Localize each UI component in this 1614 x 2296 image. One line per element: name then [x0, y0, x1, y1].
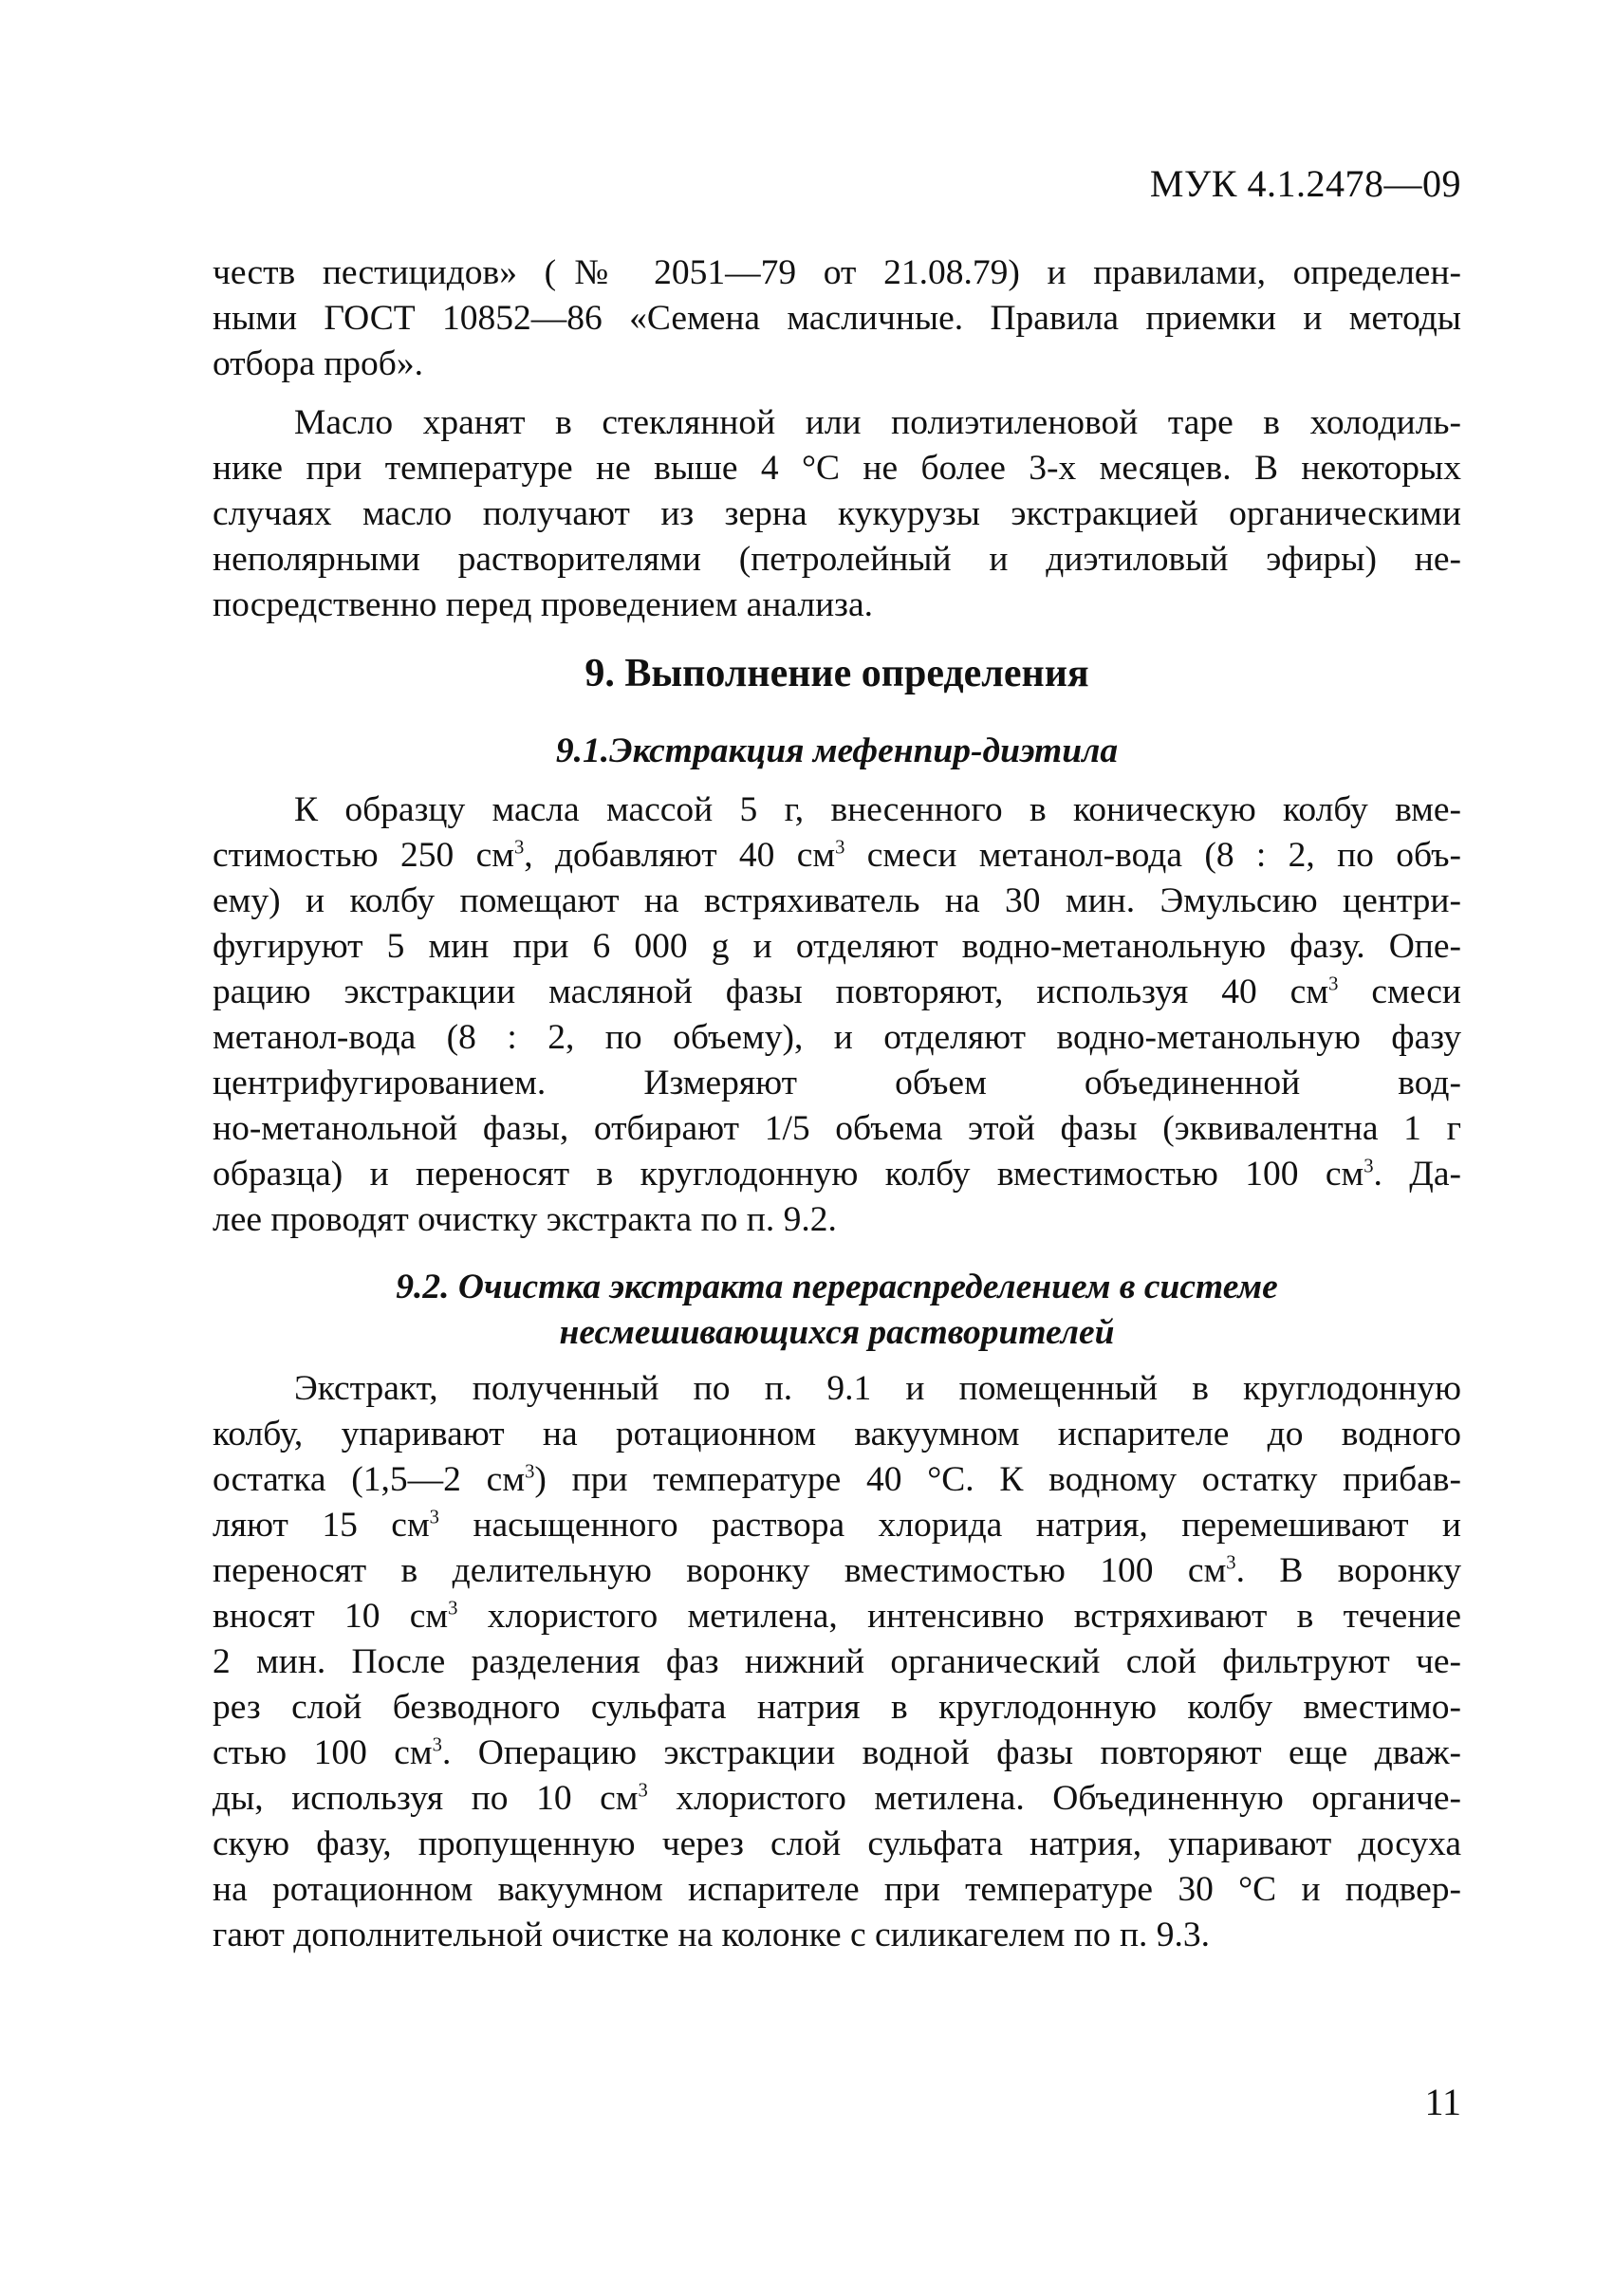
superscript: 3 — [1226, 1552, 1236, 1574]
superscript: 3 — [432, 1734, 442, 1756]
text-segment: смеси — [1338, 972, 1462, 1011]
text-line — [213, 1731, 1461, 1776]
text-segment: метанол-вода (8 : 2, по объему), и отделяют водно-метанольную фазу — [213, 1018, 1461, 1057]
superscript: 3 — [835, 837, 845, 859]
text-segment: . В воронку — [1235, 1551, 1461, 1590]
text-segment: переносят в делительную воронку вместимостью 100 см — [213, 1551, 1227, 1590]
text-line — [213, 1685, 1461, 1731]
running-header: МУК 4.1.2478—09 — [1149, 162, 1461, 205]
text-segment: ды, используя по 10 см — [213, 1779, 639, 1818]
text-segment: хлористого метилена, интенсивно встряхивают в течение — [457, 1597, 1461, 1636]
text-segment: остатка (1,5—2 см — [213, 1460, 526, 1499]
text-segment: Экстракт, полученный по п. 9.1 и помещенный в круглодонную — [294, 1369, 1461, 1408]
section-heading: 9. Выполнение определения — [584, 652, 1089, 695]
text-segment: ему) и колбу помещают на встряхиватель на 30 мин. Эмульсию центри- — [213, 881, 1461, 920]
text-line: неполярными растворителями (петролейный и диэтиловый эфиры) не- — [213, 540, 1461, 579]
superscript: 3 — [429, 1507, 439, 1528]
section-9-heading-block — [213, 645, 1461, 702]
superscript: 3 — [1328, 973, 1339, 995]
text-line — [213, 1412, 1461, 1457]
text-segment: рацию экстракции масляной фазы повторяют, используя 40 см — [213, 972, 1329, 1011]
text-line — [213, 787, 1461, 833]
text-line — [213, 1822, 1461, 1867]
superscript: 3 — [638, 1780, 648, 1802]
text-line: отбора проб». — [213, 344, 424, 383]
text-segment: ляют 15 см — [213, 1506, 430, 1545]
superscript: 3 — [525, 1461, 535, 1483]
text-line — [213, 1015, 1461, 1061]
text-line: нике при температуре не выше 4 °С не более 3-х месяцев. В некоторых — [213, 449, 1461, 488]
text-segment: хлористого метилена. Объединенную органиче- — [647, 1779, 1461, 1818]
subsection-heading: несмешивающихся растворителей — [559, 1313, 1115, 1352]
extraction-paragraph — [213, 787, 1461, 1243]
page-number: 11 — [1424, 2081, 1461, 2123]
text-segment: образца) и переносят в круглодонную колбу вместимостью 100 см — [213, 1155, 1364, 1194]
text-segment: стью 100 см — [213, 1733, 433, 1772]
text-line — [213, 1197, 1461, 1243]
text-line: честв пестицидов» (№ 2051—79 от 21.08.79) и правилами, определен- — [213, 253, 1461, 292]
subsection-heading: 9.1.Экстракция мефенпир-диэтила — [555, 731, 1119, 770]
superscript: 3 — [448, 1598, 458, 1620]
text-line — [213, 1366, 1461, 1412]
text-line — [213, 833, 1461, 879]
subsection-heading: 9.2. Очистка экстракта перераспределением в системе — [396, 1268, 1278, 1306]
text-segment: 2 мин. После разделения фаз нижний органический слой фильтруют че- — [213, 1642, 1461, 1681]
text-segment: лее проводят очистку экстракта по п. 9.2. — [213, 1200, 837, 1239]
text-segment: К образцу масла массой 5 г, внесенного в коническую колбу вме- — [294, 790, 1461, 829]
text-segment: ) при температуре 40 °С. К водному остатку прибав- — [534, 1460, 1461, 1499]
text-line — [213, 1503, 1461, 1548]
text-line — [213, 1639, 1461, 1685]
text-line — [213, 1594, 1461, 1639]
text-segment: стимостью 250 см — [213, 836, 514, 875]
text-line — [213, 1106, 1461, 1152]
text-line — [213, 1548, 1461, 1594]
text-line — [213, 924, 1461, 970]
subsection-9-2-heading-block — [213, 1265, 1461, 1356]
text-segment: рез слой безводного сульфата натрия в круглодонную колбу вместимо- — [213, 1688, 1461, 1727]
text-line — [213, 1913, 1461, 1958]
text-segment: колбу, упаривают на ротационном вакуумном испарителе до водного — [213, 1415, 1461, 1454]
storage-paragraph — [213, 400, 1461, 628]
text-line — [213, 1457, 1461, 1503]
text-segment: . Да- — [1373, 1155, 1461, 1194]
text-line — [213, 970, 1461, 1015]
text-segment: смеси метанол-вода (8 : 2, по объ- — [844, 836, 1462, 875]
text-segment: центрифугированием. Измеряют объем объединенной вод- — [213, 1064, 1461, 1102]
text-line — [213, 1867, 1461, 1913]
subsection-9-1-heading-block — [213, 729, 1461, 774]
text-line — [213, 879, 1461, 924]
text-line: Масло хранят в стеклянной или полиэтиленовой таре в холодиль- — [294, 403, 1461, 442]
text-segment: . Операцию экстракции водной фазы повторяют еще дваж- — [441, 1733, 1461, 1772]
text-line: случаях масло получают из зерна кукурузы экстракцией органическими — [213, 494, 1461, 533]
text-line: ными ГОСТ 10852—86 «Семена масличные. Правила приемки и методы — [213, 299, 1461, 338]
text-line: посредственно перед проведением анализа. — [213, 585, 873, 624]
cleanup-paragraph — [213, 1366, 1461, 1958]
text-segment: фугируют 5 мин при 6 000 g и отделяют водно-метанольную фазу. Опе- — [213, 927, 1461, 966]
text-segment: гают дополнительной очистке на колонке с силикагелем по п. 9.3. — [213, 1916, 1211, 1954]
intro-paragraph — [213, 250, 1461, 387]
text-segment: скую фазу, пропущенную через слой сульфата натрия, упаривают досуха — [213, 1824, 1461, 1863]
text-segment: , добавляют 40 см — [524, 836, 836, 875]
text-segment: на ротационном вакуумном испарителе при температуре 30 °С и подвер- — [213, 1870, 1461, 1909]
text-segment: насыщенного раствора хлорида натрия, перемешивают и — [438, 1506, 1461, 1545]
text-line — [213, 1776, 1461, 1822]
text-segment: вносят 10 см — [213, 1597, 449, 1636]
text-line — [213, 1152, 1461, 1197]
text-line — [213, 1061, 1461, 1106]
superscript: 3 — [513, 837, 525, 859]
text-segment: но-метанольной фазы, отбирают 1/5 объема этой фазы (эквивалентна 1 г — [213, 1109, 1461, 1148]
superscript: 3 — [1364, 1156, 1374, 1177]
